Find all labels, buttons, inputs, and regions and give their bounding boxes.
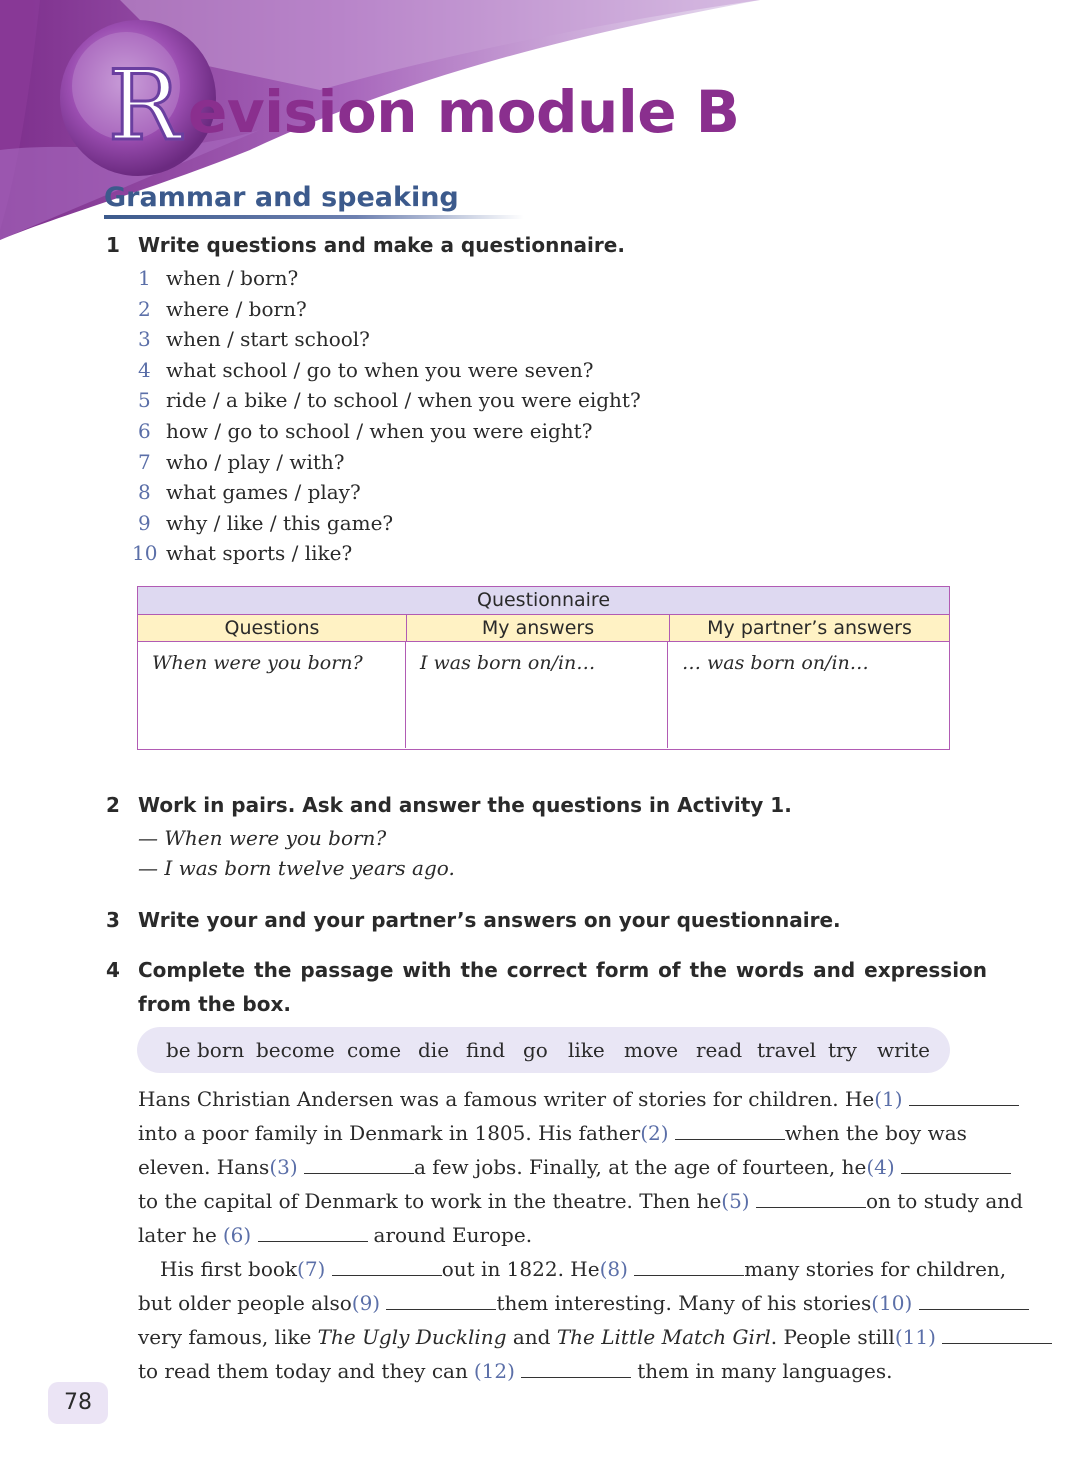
word-option: be born <box>166 1038 245 1062</box>
passage-line: eleven. Hans (3) a few jobs. Finally, at the age of fourteen, he (4) <box>138 1150 950 1184</box>
page-number: 78 <box>48 1382 108 1424</box>
dialog-line-question: — When were you born? <box>138 826 387 850</box>
dialog-line-answer: — I was born twelve years ago. <box>138 856 455 880</box>
section-title: Grammar and speaking <box>104 182 459 213</box>
answer-blank[interactable] <box>258 1219 368 1242</box>
table-caption: Questionnaire <box>138 587 949 615</box>
word-option: read <box>696 1038 743 1062</box>
table-cell[interactable]: I was born on/in… <box>406 642 668 748</box>
passage-line: but older people also (9) them interesting. Many of his stories (10) <box>138 1286 950 1320</box>
passage-line: Hans Christian Andersen was a famous writer of stories for children. He (1) <box>138 1082 950 1116</box>
word-option: move <box>624 1038 679 1062</box>
activity-number: 4 <box>106 958 120 982</box>
activity-instruction: Write your and your partner’s answers on your questionnaire. <box>138 908 841 932</box>
word-option: come <box>347 1038 402 1062</box>
answer-blank[interactable] <box>919 1287 1029 1310</box>
list-item: 5 ride / a bike / to school / when you were eight? <box>138 388 641 413</box>
list-item: 6 how / go to school / when you were eight? <box>138 418 593 443</box>
activity-instruction: from the box. <box>138 992 291 1016</box>
passage-line: His first book (7) out in 1822. He (8) many stories for children, <box>160 1252 950 1286</box>
word-option: like <box>568 1038 605 1062</box>
answer-blank[interactable] <box>386 1287 496 1310</box>
table-cell[interactable]: … was born on/in… <box>682 652 869 674</box>
column-header: My answers <box>407 615 670 642</box>
column-header: Questions <box>138 615 407 642</box>
answer-blank[interactable] <box>634 1253 744 1276</box>
passage-line: later he (6) around Europe. <box>138 1218 950 1252</box>
list-item: 2 where / born? <box>138 296 307 321</box>
activity-instruction: Work in pairs. Ask and answer the questions in Activity 1. <box>138 793 792 817</box>
section-underline <box>104 215 524 219</box>
activity-number: 2 <box>106 793 120 817</box>
list-item: 9 why / like / this game? <box>138 510 394 535</box>
list-item: 1 when / born? <box>138 266 299 290</box>
table-cell[interactable]: When were you born? <box>138 642 406 748</box>
column-header: My partner’s answers <box>670 615 949 642</box>
activity-instruction: Write questions and make a questionnaire. <box>138 233 625 257</box>
list-item: 8 what games / play? <box>138 480 361 505</box>
answer-blank[interactable] <box>901 1151 1011 1174</box>
answer-blank[interactable] <box>332 1253 442 1276</box>
table-header-row <box>138 615 949 642</box>
word-option: die <box>418 1038 450 1062</box>
passage-line: to the capital of Denmark to work in the theatre. Then he (5) on to study and <box>138 1184 950 1218</box>
answer-blank[interactable] <box>756 1185 866 1208</box>
list-item: 4 what school / go to when you were seven? <box>138 357 594 382</box>
answer-blank[interactable] <box>304 1151 414 1174</box>
word-option: try <box>828 1038 857 1062</box>
answer-blank[interactable] <box>909 1083 1019 1106</box>
list-item: 7 who / play / with? <box>138 449 345 474</box>
word-option: find <box>466 1038 506 1062</box>
list-item: 3 when / start school? <box>138 327 370 352</box>
list-item: 10 what sports / like? <box>132 541 353 566</box>
title-initial-letter: R <box>108 50 181 162</box>
page-title: evision module B <box>188 78 740 146</box>
passage-line: very famous, like The Ugly Duckling and The Little Match Girl. People still (11) <box>138 1320 950 1354</box>
activity-number: 1 <box>106 233 120 257</box>
table-row <box>138 642 949 748</box>
questionnaire-table <box>137 586 950 750</box>
answer-blank[interactable] <box>521 1355 631 1378</box>
activity-instruction: Complete the passage with the correct form of the words and expression <box>138 958 988 982</box>
passage-line: to read them today and they can (12) them in many languages. <box>138 1354 950 1388</box>
word-option: become <box>256 1038 335 1062</box>
activity-number: 3 <box>106 908 120 932</box>
word-option: travel <box>757 1038 817 1062</box>
word-box <box>137 1027 950 1073</box>
answer-blank[interactable] <box>942 1321 1052 1344</box>
passage-line: into a poor family in Denmark in 1805. His father (2) when the boy was <box>138 1116 950 1150</box>
question-prompt-list <box>132 263 641 569</box>
word-option: go <box>523 1038 548 1062</box>
word-option: write <box>877 1038 930 1062</box>
answer-blank[interactable] <box>675 1117 785 1140</box>
